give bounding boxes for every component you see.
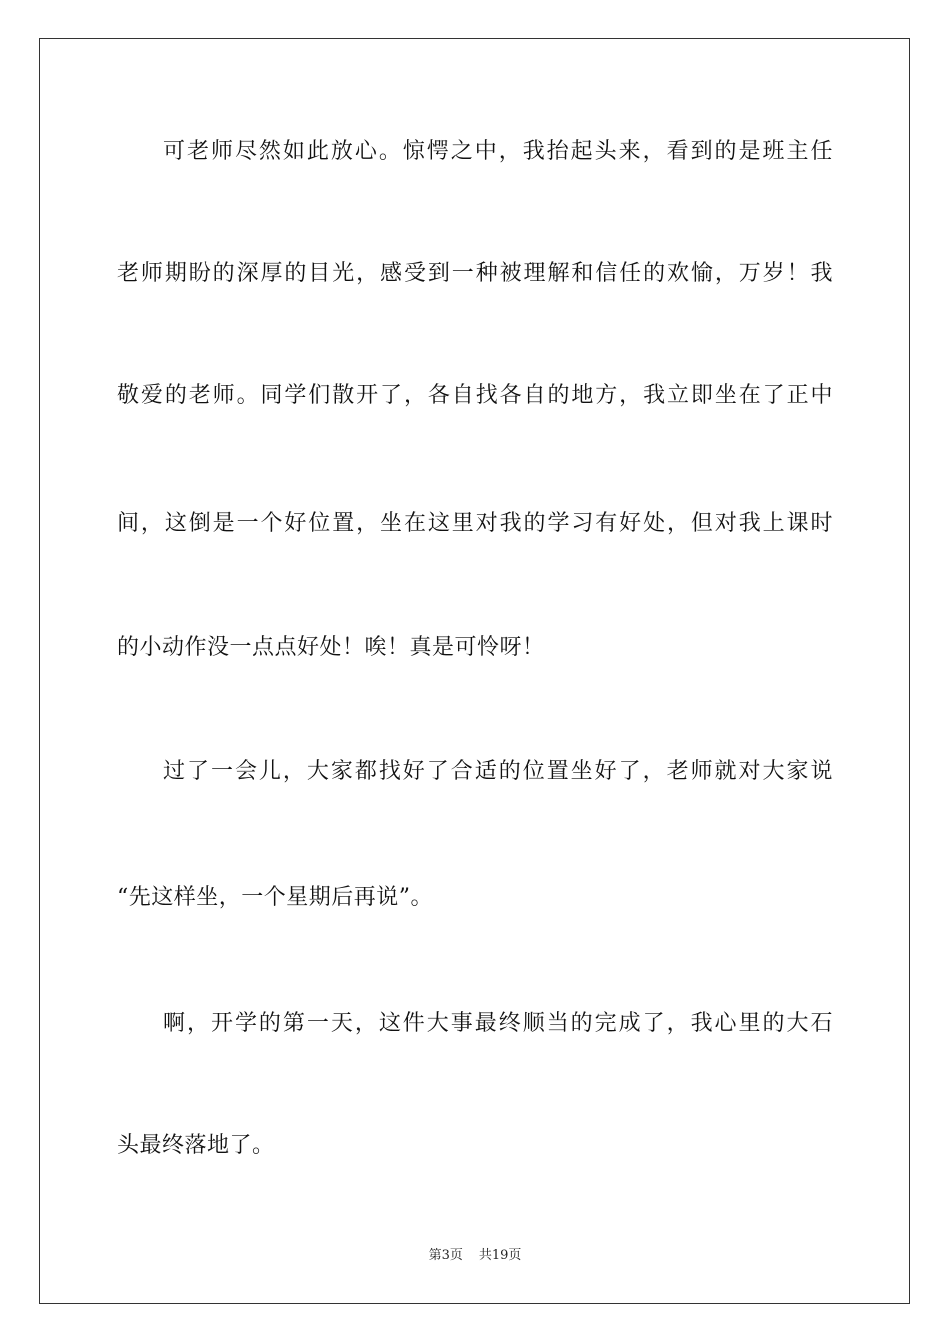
- paragraph-line: 啊，开学的第一天，这件大事最终顺当的完成了，我心里的大石: [163, 1011, 833, 1036]
- paragraph-line: “先这样坐，一个星期后再说”。: [117, 885, 433, 910]
- page-number: 第3页: [428, 1248, 463, 1263]
- paragraph-line: 敬爱的老师。同学们散开了，各自找各自的地方，我立即坐在了正中: [117, 383, 833, 408]
- paragraph-line: 过了一会儿，大家都找好了合适的位置坐好了，老师就对大家说: [163, 759, 833, 784]
- page-footer: [0, 1246, 950, 1266]
- paragraph-line: 老师期盼的深厚的目光，感受到一种被理解和信任的欢愉，万岁！我: [117, 261, 833, 286]
- page-frame: [39, 38, 910, 1304]
- paragraph-line: 间，这倒是一个好位置，坐在这里对我的学习有好处，但对我上课时: [117, 511, 833, 536]
- page-total: 共19页: [478, 1248, 522, 1263]
- paragraph-line: 可老师尽然如此放心。惊愕之中，我抬起头来，看到的是班主任: [163, 139, 833, 164]
- paragraph-line: 头最终落地了。: [117, 1133, 275, 1158]
- paragraph-line: 的小动作没一点点好处！唉！真是可怜呀！: [117, 635, 545, 660]
